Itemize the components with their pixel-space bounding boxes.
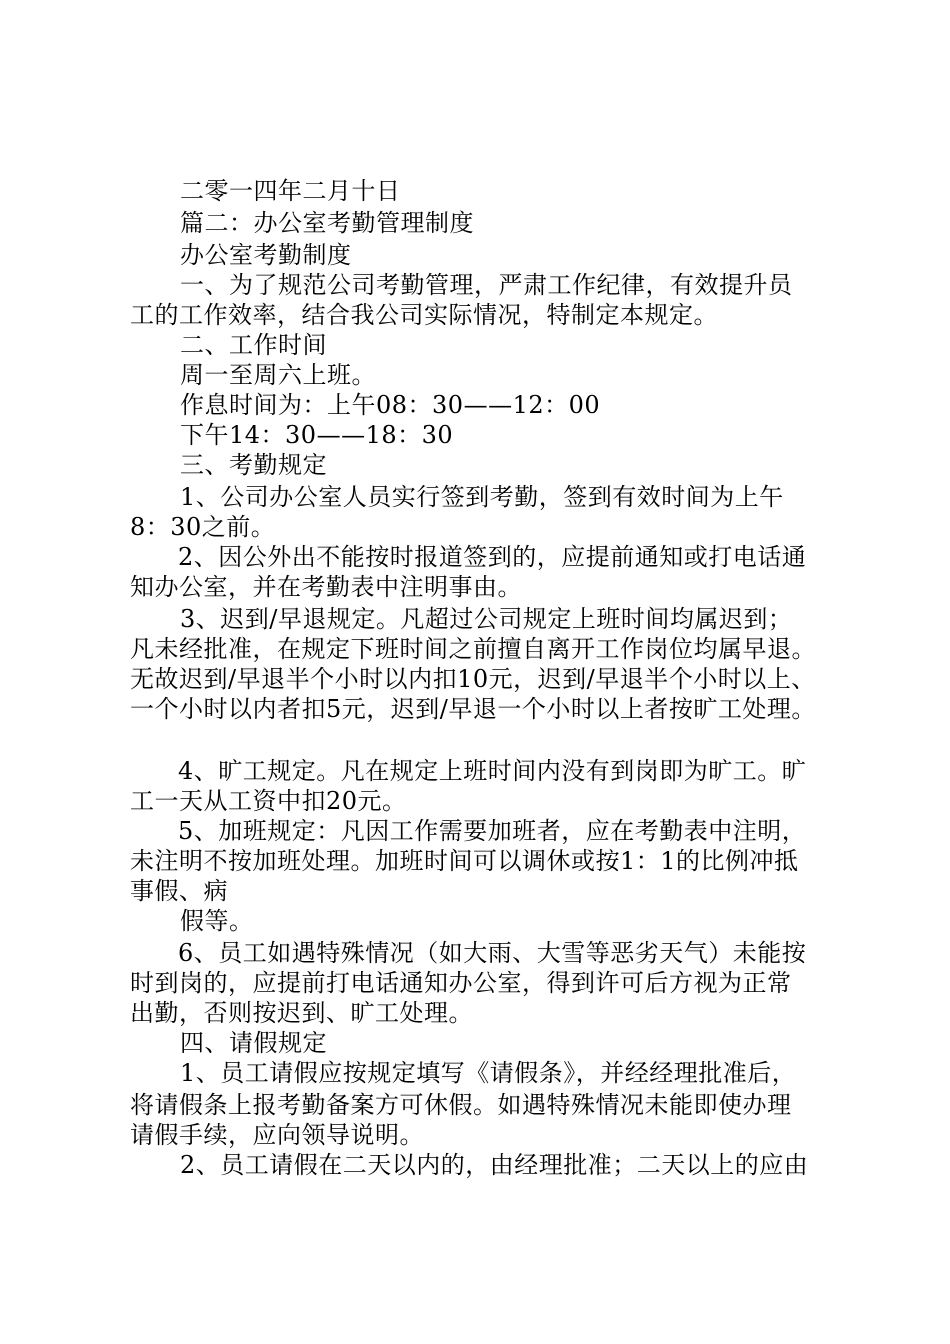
paragraph-line: 假等。 xyxy=(180,907,254,935)
paragraph-line: 请假手续，应向领导说明。 xyxy=(130,1121,424,1149)
paragraph-line: 工的工作效率，结合我公司实际情况，特制定本规定。 xyxy=(130,301,718,329)
paragraph-line: 8：30之前。 xyxy=(130,513,276,541)
paragraph-line: 工一天从工资中扣20元。 xyxy=(130,787,407,815)
paragraph-line: 凡未经批准，在规定下班时间之前擅自离开工作岗位均属早退。 xyxy=(130,635,816,663)
heading-line: 三、考勤规定 xyxy=(180,451,327,479)
paragraph-line: 知办公室，并在考勤表中注明事由。 xyxy=(130,573,522,601)
paragraph-line: 2、因公外出不能按时报道签到的，应提前通知或打电话通 xyxy=(178,543,807,571)
paragraph-line: 6、员工如遇特殊情况（如大雨、大雪等恶劣天气）未能按 xyxy=(178,939,807,967)
section-title: 篇二：办公室考勤管理制度 xyxy=(180,209,474,237)
document-title: 办公室考勤制度 xyxy=(180,241,352,269)
paragraph-line: 周一至周六上班。 xyxy=(180,361,376,389)
paragraph-line: 3、迟到/早退规定。凡超过公司规定上班时间均属迟到； xyxy=(180,605,793,633)
heading-line: 四、请假规定 xyxy=(180,1029,327,1057)
paragraph-line: 无故迟到/早退半个小时以内扣10元，迟到/早退半个小时以上、 xyxy=(130,665,816,693)
paragraph-line: 时到岗的，应提前打电话通知办公室，得到许可后方视为正常 xyxy=(130,969,792,997)
paragraph-line: 下午14：30——18：30 xyxy=(180,421,454,449)
paragraph-line: 5、加班规定：凡因工作需要加班者，应在考勤表中注明， xyxy=(178,817,807,845)
paragraph-line: 未注明不按加班处理。加班时间可以调休或按1：1的比例冲抵 xyxy=(130,847,799,875)
paragraph-line: 事假、病 xyxy=(130,877,228,905)
paragraph-line: 1、员工请假应按规定填写《请假条》，并经经理批准后， xyxy=(180,1059,797,1087)
paragraph-line: 一个小时以内者扣5元，迟到/早退一个小时以上者按旷工处理。 xyxy=(130,695,816,723)
paragraph-line: 2、员工请假在二天以内的，由经理批准；二天以上的应由 xyxy=(180,1151,809,1179)
paragraph-line: 作息时间为：上午08：30——12：00 xyxy=(180,391,601,419)
paragraph-line: 一、为了规范公司考勤管理，严肃工作纪律，有效提升员 xyxy=(180,271,793,299)
paragraph-line: 4、旷工规定。凡在规定上班时间内没有到岗即为旷工。旷 xyxy=(178,757,807,785)
paragraph-line: 1、公司办公室人员实行签到考勤，签到有效时间为上午 xyxy=(180,483,784,511)
date-line: 二零一四年二月十日 xyxy=(180,177,401,205)
paragraph-line: 出勤，否则按迟到、旷工处理。 xyxy=(130,999,473,1027)
heading-line: 二、工作时间 xyxy=(180,331,327,359)
paragraph-line: 将请假条上报考勤备案方可休假。如遇特殊情况未能即使办理 xyxy=(130,1091,792,1119)
